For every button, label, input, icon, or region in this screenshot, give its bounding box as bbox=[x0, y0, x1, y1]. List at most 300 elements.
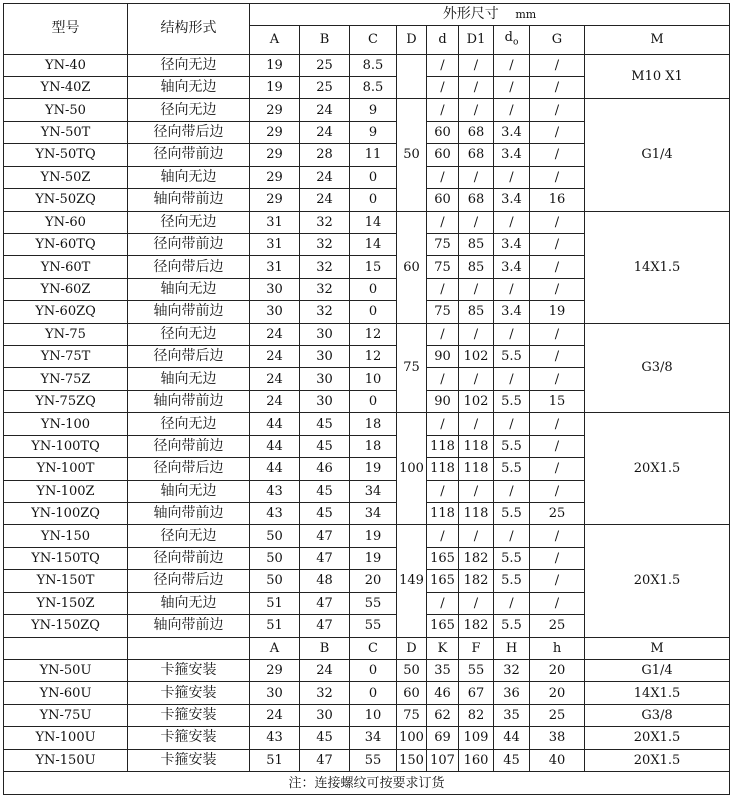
dim-d0-cell: 3.4 bbox=[494, 189, 530, 211]
dim-d1-cell: 85 bbox=[459, 256, 494, 278]
model-cell: YN-150 bbox=[4, 525, 128, 547]
structure-cell: 轴向无边 bbox=[128, 76, 250, 98]
dim-a-cell: 24 bbox=[250, 346, 300, 368]
dim-c-cell: 0 bbox=[350, 278, 397, 300]
header-structure: 结构形式 bbox=[128, 4, 250, 55]
dim-d1-cell: / bbox=[459, 525, 494, 547]
dim-b-cell: 25 bbox=[300, 54, 350, 76]
clamp-header-col: M bbox=[585, 637, 730, 659]
dim-a-cell: 19 bbox=[250, 54, 300, 76]
dim-d1-cell: 68 bbox=[459, 189, 494, 211]
dim-d-small-cell: / bbox=[427, 480, 459, 502]
structure-cell: 径向带前边 bbox=[128, 233, 250, 255]
dim-g-cell: / bbox=[530, 525, 585, 547]
dim-c-cell: 12 bbox=[350, 323, 397, 345]
dim-a-cell: 29 bbox=[250, 166, 300, 188]
dim-a-cell: 43 bbox=[250, 480, 300, 502]
dim-g-cell: / bbox=[530, 121, 585, 143]
dim-b-cell: 32 bbox=[300, 233, 350, 255]
model-cell: YN-50Z bbox=[4, 166, 128, 188]
clamp-d-cell: 60 bbox=[397, 682, 427, 704]
model-cell: YN-75T bbox=[4, 346, 128, 368]
dim-g-cell: / bbox=[530, 144, 585, 166]
dim-d-small-cell: / bbox=[427, 592, 459, 614]
clamp-row bbox=[4, 704, 730, 726]
dim-c-cell: 0 bbox=[350, 301, 397, 323]
thread-m-cell: M10 X1 bbox=[585, 54, 730, 99]
dim-a-cell: 30 bbox=[250, 301, 300, 323]
model-cell: YN-150Z bbox=[4, 592, 128, 614]
dim-d-small-cell: 90 bbox=[427, 390, 459, 412]
structure-cell: 轴向带前边 bbox=[128, 189, 250, 211]
dim-d1-cell: 68 bbox=[459, 121, 494, 143]
clamp-header-col: A bbox=[250, 637, 300, 659]
dim-d0-cell: 3.4 bbox=[494, 144, 530, 166]
clamp-k-cell: 46 bbox=[427, 682, 459, 704]
dim-g-cell: / bbox=[530, 323, 585, 345]
model-cell: YN-50ZQ bbox=[4, 189, 128, 211]
model-cell: YN-40Z bbox=[4, 76, 128, 98]
dim-g-cell: / bbox=[530, 278, 585, 300]
dim-b-cell: 48 bbox=[300, 570, 350, 592]
spec-table-body bbox=[4, 4, 730, 795]
clamp-k-cell: 107 bbox=[427, 749, 459, 771]
dim-d0-cell: / bbox=[494, 166, 530, 188]
header-col-d0-sub: o bbox=[512, 37, 519, 48]
dim-d-cell: 50 bbox=[397, 99, 427, 211]
dim-a-cell: 44 bbox=[250, 435, 300, 457]
dim-a-cell: 29 bbox=[250, 144, 300, 166]
header-unit: mm bbox=[515, 8, 537, 22]
dim-g-cell: / bbox=[530, 346, 585, 368]
clamp-c-cell: 34 bbox=[350, 727, 397, 749]
dim-b-cell: 45 bbox=[300, 435, 350, 457]
clamp-h-cell: 40 bbox=[530, 749, 585, 771]
dim-b-cell: 24 bbox=[300, 166, 350, 188]
dim-d0-cell: / bbox=[494, 368, 530, 390]
dim-d-small-cell: 165 bbox=[427, 615, 459, 637]
dim-d-small-cell: / bbox=[427, 54, 459, 76]
dim-d0-cell: 3.4 bbox=[494, 301, 530, 323]
clamp-m-cell: 14X1.5 bbox=[585, 682, 730, 704]
clamp-header-empty bbox=[4, 637, 128, 659]
dim-c-cell: 0 bbox=[350, 390, 397, 412]
dim-a-cell: 29 bbox=[250, 121, 300, 143]
dim-d1-cell: 182 bbox=[459, 570, 494, 592]
note-row bbox=[4, 772, 730, 795]
clamp-model-cell: YN-150U bbox=[4, 749, 128, 771]
clamp-model-cell: YN-75U bbox=[4, 704, 128, 726]
dim-d1-cell: 85 bbox=[459, 233, 494, 255]
table-row bbox=[4, 413, 730, 435]
dim-d-cell: 75 bbox=[397, 323, 427, 413]
dim-a-cell: 29 bbox=[250, 99, 300, 121]
dim-g-cell: 19 bbox=[530, 301, 585, 323]
dim-d1-cell: 85 bbox=[459, 301, 494, 323]
dim-g-cell: 15 bbox=[530, 390, 585, 412]
dim-g-cell: / bbox=[530, 211, 585, 233]
dim-a-cell: 51 bbox=[250, 592, 300, 614]
clamp-row bbox=[4, 727, 730, 749]
dim-b-cell: 30 bbox=[300, 390, 350, 412]
dim-c-cell: 20 bbox=[350, 570, 397, 592]
header-model: 型号 bbox=[4, 4, 128, 55]
clamp-h-cell: 20 bbox=[530, 682, 585, 704]
dim-a-cell: 24 bbox=[250, 323, 300, 345]
dim-g-cell: / bbox=[530, 458, 585, 480]
clamp-c-cell: 0 bbox=[350, 659, 397, 681]
model-cell: YN-100T bbox=[4, 458, 128, 480]
dim-d-small-cell: / bbox=[427, 211, 459, 233]
clamp-b-cell: 32 bbox=[300, 682, 350, 704]
model-cell: YN-50T bbox=[4, 121, 128, 143]
dim-a-cell: 50 bbox=[250, 570, 300, 592]
dim-g-cell: / bbox=[530, 256, 585, 278]
clamp-structure-cell: 卡箍安装 bbox=[128, 749, 250, 771]
clamp-d-cell: 100 bbox=[397, 727, 427, 749]
dim-a-cell: 44 bbox=[250, 413, 300, 435]
dim-b-cell: 32 bbox=[300, 278, 350, 300]
dim-g-cell: / bbox=[530, 368, 585, 390]
clamp-k-cell: 35 bbox=[427, 659, 459, 681]
clamp-k-cell: 62 bbox=[427, 704, 459, 726]
dim-c-cell: 8.5 bbox=[350, 76, 397, 98]
header-col-m: M bbox=[585, 26, 730, 54]
dim-d-small-cell: 165 bbox=[427, 547, 459, 569]
clamp-m-cell: 20X1.5 bbox=[585, 727, 730, 749]
clamp-d-cell: 75 bbox=[397, 704, 427, 726]
clamp-f-cell: 160 bbox=[459, 749, 494, 771]
header-col-d0-base: d bbox=[504, 29, 513, 45]
dim-d1-cell: 102 bbox=[459, 346, 494, 368]
model-cell: YN-100 bbox=[4, 413, 128, 435]
structure-cell: 径向带前边 bbox=[128, 435, 250, 457]
clamp-m-cell: G1/4 bbox=[585, 659, 730, 681]
thread-m-cell: 20X1.5 bbox=[585, 525, 730, 637]
dim-g-cell: / bbox=[530, 233, 585, 255]
structure-cell: 轴向无边 bbox=[128, 368, 250, 390]
model-cell: YN-60ZQ bbox=[4, 301, 128, 323]
dim-d-small-cell: / bbox=[427, 76, 459, 98]
dim-d0-cell: / bbox=[494, 278, 530, 300]
clamp-b-cell: 47 bbox=[300, 749, 350, 771]
clamp-a-cell: 30 bbox=[250, 682, 300, 704]
dim-g-cell: 25 bbox=[530, 503, 585, 525]
dim-d0-cell: 5.5 bbox=[494, 615, 530, 637]
clamp-b-cell: 30 bbox=[300, 704, 350, 726]
dim-c-cell: 55 bbox=[350, 615, 397, 637]
dim-d1-cell: 118 bbox=[459, 458, 494, 480]
model-cell: YN-150TQ bbox=[4, 547, 128, 569]
clamp-h-cell: 32 bbox=[494, 659, 530, 681]
structure-cell: 轴向无边 bbox=[128, 592, 250, 614]
dim-d0-cell: 3.4 bbox=[494, 256, 530, 278]
clamp-header-col: h bbox=[530, 637, 585, 659]
dim-a-cell: 50 bbox=[250, 525, 300, 547]
thread-m-cell: 20X1.5 bbox=[585, 413, 730, 525]
dim-d-small-cell: / bbox=[427, 413, 459, 435]
clamp-h-cell: 20 bbox=[530, 659, 585, 681]
header-col-d0 bbox=[494, 26, 530, 54]
structure-cell: 径向无边 bbox=[128, 211, 250, 233]
clamp-header-col: F bbox=[459, 637, 494, 659]
dim-d-small-cell: / bbox=[427, 99, 459, 121]
dim-c-cell: 18 bbox=[350, 435, 397, 457]
dim-c-cell: 19 bbox=[350, 547, 397, 569]
dim-c-cell: 12 bbox=[350, 346, 397, 368]
dim-c-cell: 11 bbox=[350, 144, 397, 166]
structure-cell: 轴向无边 bbox=[128, 480, 250, 502]
table-row bbox=[4, 323, 730, 345]
clamp-structure-cell: 卡箍安装 bbox=[128, 727, 250, 749]
dim-d-small-cell: 75 bbox=[427, 233, 459, 255]
clamp-f-cell: 55 bbox=[459, 659, 494, 681]
header-dimensions bbox=[250, 4, 730, 26]
clamp-k-cell: 69 bbox=[427, 727, 459, 749]
structure-cell: 径向带后边 bbox=[128, 570, 250, 592]
dim-d-small-cell: 118 bbox=[427, 458, 459, 480]
dim-c-cell: 9 bbox=[350, 99, 397, 121]
model-cell: YN-40 bbox=[4, 54, 128, 76]
dim-d-small-cell: 75 bbox=[427, 256, 459, 278]
dim-c-cell: 0 bbox=[350, 166, 397, 188]
dim-b-cell: 47 bbox=[300, 525, 350, 547]
thread-m-cell: G3/8 bbox=[585, 323, 730, 413]
model-cell: YN-150ZQ bbox=[4, 615, 128, 637]
dim-d1-cell: / bbox=[459, 166, 494, 188]
dim-c-cell: 10 bbox=[350, 368, 397, 390]
structure-cell: 轴向带前边 bbox=[128, 615, 250, 637]
dim-d0-cell: / bbox=[494, 592, 530, 614]
dim-b-cell: 24 bbox=[300, 99, 350, 121]
model-cell: YN-75ZQ bbox=[4, 390, 128, 412]
clamp-c-cell: 10 bbox=[350, 704, 397, 726]
structure-cell: 轴向带前边 bbox=[128, 301, 250, 323]
dim-b-cell: 45 bbox=[300, 480, 350, 502]
structure-cell: 径向带前边 bbox=[128, 547, 250, 569]
dim-d0-cell: / bbox=[494, 211, 530, 233]
clamp-h-cell: 45 bbox=[494, 749, 530, 771]
clamp-d-cell: 50 bbox=[397, 659, 427, 681]
dim-d0-cell: / bbox=[494, 323, 530, 345]
dim-a-cell: 31 bbox=[250, 256, 300, 278]
dim-d-small-cell: 60 bbox=[427, 189, 459, 211]
dim-b-cell: 32 bbox=[300, 211, 350, 233]
dim-d-small-cell: / bbox=[427, 166, 459, 188]
spec-table bbox=[3, 3, 730, 795]
structure-cell: 径向无边 bbox=[128, 525, 250, 547]
structure-cell: 径向带后边 bbox=[128, 121, 250, 143]
model-cell: YN-100TQ bbox=[4, 435, 128, 457]
dim-g-cell: / bbox=[530, 592, 585, 614]
clamp-model-cell: YN-100U bbox=[4, 727, 128, 749]
clamp-f-cell: 109 bbox=[459, 727, 494, 749]
model-cell: YN-60 bbox=[4, 211, 128, 233]
dim-d0-cell: / bbox=[494, 413, 530, 435]
dim-g-cell: / bbox=[530, 166, 585, 188]
dim-a-cell: 44 bbox=[250, 458, 300, 480]
dim-b-cell: 30 bbox=[300, 368, 350, 390]
dim-g-cell: / bbox=[530, 435, 585, 457]
dim-d-cell: 149 bbox=[397, 525, 427, 637]
clamp-b-cell: 45 bbox=[300, 727, 350, 749]
dim-d1-cell: / bbox=[459, 368, 494, 390]
dim-d-small-cell: 118 bbox=[427, 503, 459, 525]
clamp-model-cell: YN-50U bbox=[4, 659, 128, 681]
dim-d1-cell: / bbox=[459, 211, 494, 233]
dim-b-cell: 32 bbox=[300, 301, 350, 323]
dim-c-cell: 14 bbox=[350, 233, 397, 255]
dim-d-small-cell: 60 bbox=[427, 144, 459, 166]
dim-c-cell: 15 bbox=[350, 256, 397, 278]
clamp-structure-cell: 卡箍安装 bbox=[128, 682, 250, 704]
clamp-structure-cell: 卡箍安装 bbox=[128, 704, 250, 726]
dim-g-cell: / bbox=[530, 99, 585, 121]
dim-b-cell: 32 bbox=[300, 256, 350, 278]
dim-d-cell bbox=[397, 54, 427, 99]
clamp-row bbox=[4, 682, 730, 704]
clamp-c-cell: 0 bbox=[350, 682, 397, 704]
model-cell: YN-50 bbox=[4, 99, 128, 121]
dim-b-cell: 28 bbox=[300, 144, 350, 166]
dim-g-cell: / bbox=[530, 54, 585, 76]
dim-d-small-cell: 90 bbox=[427, 346, 459, 368]
structure-cell: 径向无边 bbox=[128, 413, 250, 435]
dim-b-cell: 47 bbox=[300, 592, 350, 614]
dim-a-cell: 19 bbox=[250, 76, 300, 98]
dim-d-cell: 100 bbox=[397, 413, 427, 525]
structure-cell: 轴向带前边 bbox=[128, 503, 250, 525]
dim-b-cell: 45 bbox=[300, 503, 350, 525]
dim-d0-cell: 5.5 bbox=[494, 458, 530, 480]
model-cell: YN-150T bbox=[4, 570, 128, 592]
dim-d1-cell: 182 bbox=[459, 615, 494, 637]
model-cell: YN-100Z bbox=[4, 480, 128, 502]
dim-c-cell: 34 bbox=[350, 503, 397, 525]
dim-g-cell: / bbox=[530, 547, 585, 569]
dim-b-cell: 47 bbox=[300, 615, 350, 637]
dim-d0-cell: / bbox=[494, 525, 530, 547]
clamp-header-empty bbox=[128, 637, 250, 659]
table-row bbox=[4, 99, 730, 121]
dim-b-cell: 30 bbox=[300, 323, 350, 345]
dim-d1-cell: / bbox=[459, 278, 494, 300]
model-cell: YN-100ZQ bbox=[4, 503, 128, 525]
clamp-header-col: B bbox=[300, 637, 350, 659]
structure-cell: 径向带后边 bbox=[128, 256, 250, 278]
dim-c-cell: 8.5 bbox=[350, 54, 397, 76]
dim-a-cell: 51 bbox=[250, 615, 300, 637]
dim-c-cell: 55 bbox=[350, 592, 397, 614]
dim-d-small-cell: / bbox=[427, 368, 459, 390]
dim-d1-cell: / bbox=[459, 592, 494, 614]
dim-d-small-cell: / bbox=[427, 525, 459, 547]
dim-c-cell: 18 bbox=[350, 413, 397, 435]
dim-c-cell: 9 bbox=[350, 121, 397, 143]
dim-d1-cell: / bbox=[459, 76, 494, 98]
dim-a-cell: 31 bbox=[250, 211, 300, 233]
dim-c-cell: 19 bbox=[350, 458, 397, 480]
dim-a-cell: 43 bbox=[250, 503, 300, 525]
header-col-d: D bbox=[397, 26, 427, 54]
structure-cell: 轴向无边 bbox=[128, 278, 250, 300]
clamp-h-cell: 25 bbox=[530, 704, 585, 726]
structure-cell: 径向无边 bbox=[128, 99, 250, 121]
clamp-h-cell: 35 bbox=[494, 704, 530, 726]
dim-b-cell: 47 bbox=[300, 547, 350, 569]
dim-d1-cell: 68 bbox=[459, 144, 494, 166]
header-col-c: C bbox=[350, 26, 397, 54]
clamp-row bbox=[4, 749, 730, 771]
clamp-h-cell: 44 bbox=[494, 727, 530, 749]
dim-a-cell: 24 bbox=[250, 390, 300, 412]
model-cell: YN-50TQ bbox=[4, 144, 128, 166]
dim-d0-cell: / bbox=[494, 480, 530, 502]
dim-g-cell: / bbox=[530, 480, 585, 502]
dim-d-small-cell: 75 bbox=[427, 301, 459, 323]
table-row bbox=[4, 525, 730, 547]
structure-cell: 径向带后边 bbox=[128, 458, 250, 480]
dim-d0-cell: 5.5 bbox=[494, 503, 530, 525]
clamp-model-cell: YN-60U bbox=[4, 682, 128, 704]
clamp-structure-cell: 卡箍安装 bbox=[128, 659, 250, 681]
dim-c-cell: 19 bbox=[350, 525, 397, 547]
structure-cell: 径向带后边 bbox=[128, 346, 250, 368]
dim-d0-cell: / bbox=[494, 99, 530, 121]
dim-a-cell: 50 bbox=[250, 547, 300, 569]
dim-d-cell: 60 bbox=[397, 211, 427, 323]
structure-cell: 径向无边 bbox=[128, 54, 250, 76]
note-text: 注：连接螺纹可按要求订货 bbox=[4, 772, 730, 795]
dim-d1-cell: 118 bbox=[459, 503, 494, 525]
header-col-b: B bbox=[300, 26, 350, 54]
header-row-top bbox=[4, 4, 730, 26]
dim-d-small-cell: 60 bbox=[427, 121, 459, 143]
model-cell: YN-60Z bbox=[4, 278, 128, 300]
dim-b-cell: 25 bbox=[300, 76, 350, 98]
clamp-a-cell: 43 bbox=[250, 727, 300, 749]
clamp-header-col: H bbox=[494, 637, 530, 659]
dim-b-cell: 45 bbox=[300, 413, 350, 435]
dim-d-small-cell: / bbox=[427, 278, 459, 300]
dim-d0-cell: 5.5 bbox=[494, 570, 530, 592]
table-row bbox=[4, 211, 730, 233]
dim-g-cell: 25 bbox=[530, 615, 585, 637]
table-row bbox=[4, 54, 730, 76]
dim-d1-cell: / bbox=[459, 480, 494, 502]
dim-d1-cell: 118 bbox=[459, 435, 494, 457]
dim-d0-cell: 3.4 bbox=[494, 233, 530, 255]
dim-c-cell: 34 bbox=[350, 480, 397, 502]
dim-d-small-cell: 165 bbox=[427, 570, 459, 592]
header-col-d-small: d bbox=[427, 26, 459, 54]
clamp-f-cell: 82 bbox=[459, 704, 494, 726]
header-col-a: A bbox=[250, 26, 300, 54]
structure-cell: 轴向无边 bbox=[128, 166, 250, 188]
dim-d-small-cell: / bbox=[427, 323, 459, 345]
clamp-m-cell: 20X1.5 bbox=[585, 749, 730, 771]
dim-a-cell: 24 bbox=[250, 368, 300, 390]
dim-d1-cell: 102 bbox=[459, 390, 494, 412]
dim-d1-cell: / bbox=[459, 99, 494, 121]
dim-b-cell: 46 bbox=[300, 458, 350, 480]
thread-m-cell: 14X1.5 bbox=[585, 211, 730, 323]
clamp-header-col: C bbox=[350, 637, 397, 659]
clamp-h-cell: 38 bbox=[530, 727, 585, 749]
clamp-header-col: K bbox=[427, 637, 459, 659]
model-cell: YN-60T bbox=[4, 256, 128, 278]
structure-cell: 轴向带前边 bbox=[128, 390, 250, 412]
